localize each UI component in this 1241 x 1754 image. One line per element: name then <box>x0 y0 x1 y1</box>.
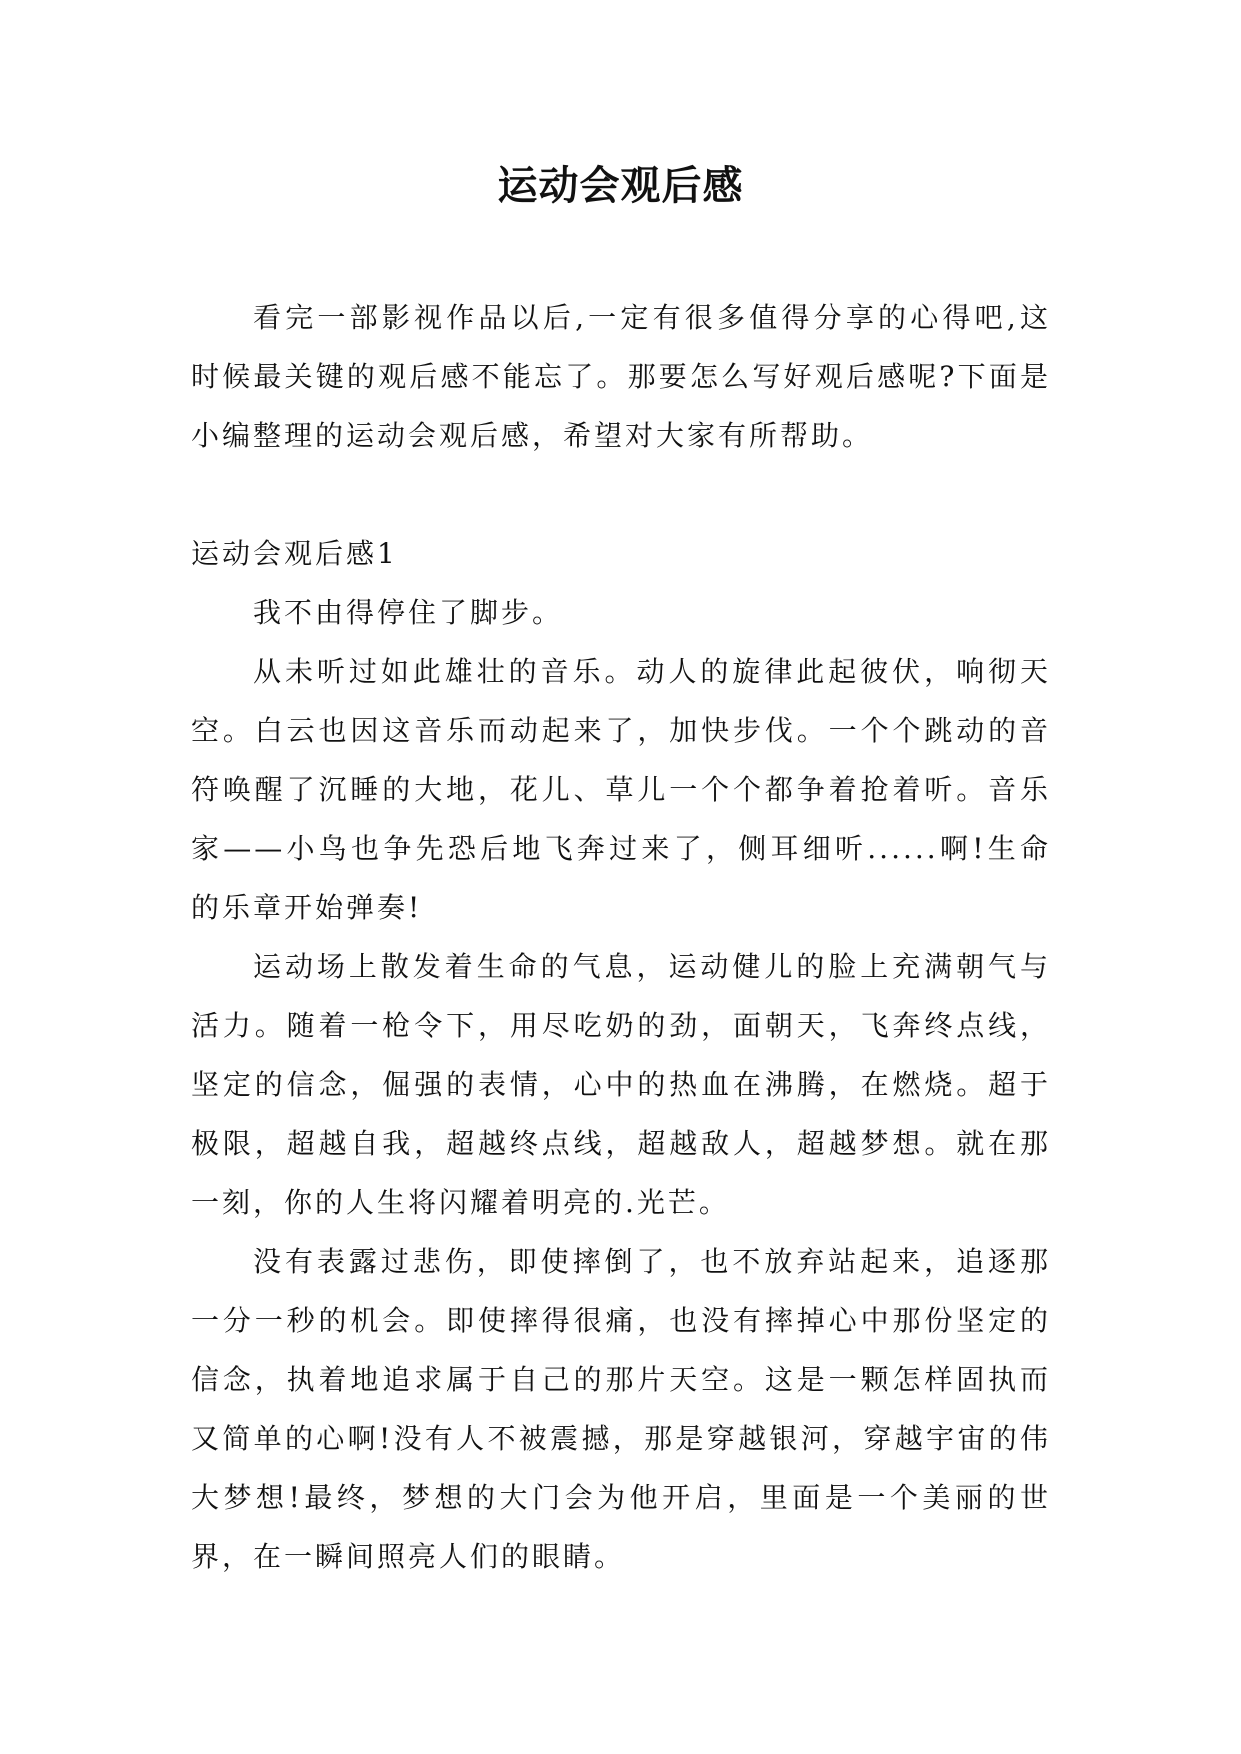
intro-paragraph: 看完一部影视作品以后,一定有很多值得分享的心得吧,这时候最关键的观后感不能忘了。那要怎么写好观后感呢?下面是小编整理的运动会观后感，希望对大家有所帮助。 <box>191 301 1051 452</box>
body-paragraph-1: 我不由得停住了脚步。 <box>253 596 564 629</box>
page-title: 运动会观后感 <box>497 163 744 209</box>
document-body <box>191 288 1051 1586</box>
body-paragraph-3: 运动场上散发着生命的气息，运动健儿的脸上充满朝气与活力。随着一枪令下，用尽吃奶的劲，面朝天，飞奔终点线，坚定的信念，倔强的表情，心中的热血在沸腾，在燃烧。超于极限，超越自我，超越终点线，超越敌人，超越梦想。就在那一刻，你的人生将闪耀着明亮的.光芒。 <box>191 950 1051 1219</box>
section-title: 运动会观后感1 <box>191 537 398 570</box>
body-paragraph-2: 从未听过如此雄壮的音乐。动人的旋律此起彼伏，响彻天空。白云也因这音乐而动起来了，加快步伐。一个个跳动的音符唤醒了沉睡的大地，花儿、草儿一个个都争着抢着听。音乐家——小鸟也争先恐后地飞奔过来了，侧耳细听......啊!生命的乐章开始弹奏! <box>191 655 1051 924</box>
body-paragraph-4: 没有表露过悲伤，即使摔倒了，也不放弃站起来，追逐那一分一秒的机会。即使摔得很痛，也没有摔掉心中那份坚定的信念，执着地追求属于自己的那片天空。这是一颗怎样固执而又简单的心啊!没有人不被震撼，那是穿越银河，穿越宇宙的伟大梦想!最终，梦想的大门会为他开启，里面是一个美丽的世界，在一瞬间照亮人们的眼睛。 <box>191 1245 1051 1573</box>
